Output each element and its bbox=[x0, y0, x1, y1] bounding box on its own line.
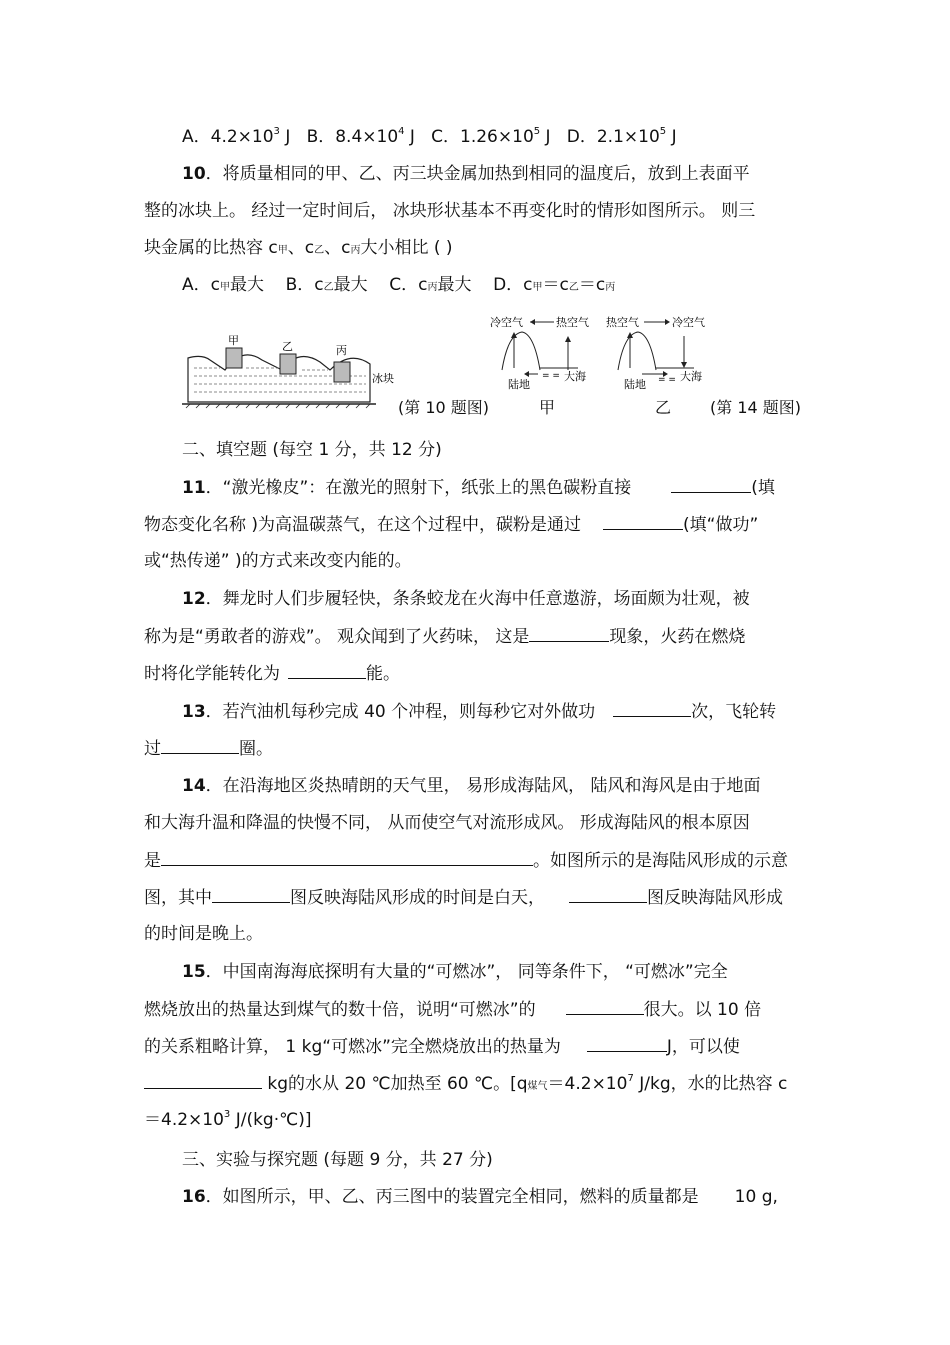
q9-option-a: A．$4.2\times 10^3$ J bbox=[182, 126, 291, 147]
q12-line1: 12．舞龙时人们步履轻快，条条蛟龙在火海中任意遨游，场面颇为壮观，被 bbox=[182, 589, 750, 609]
q15-blank-3[interactable] bbox=[144, 1072, 262, 1089]
arrowhead-icon bbox=[681, 362, 687, 368]
fig14-yi-hot-air: 热空气 bbox=[606, 316, 639, 329]
q10-option-b: B．c乙最大 bbox=[285, 275, 368, 295]
metal-block-jia bbox=[226, 348, 242, 368]
fig14-label-jia: 甲 bbox=[539, 398, 556, 417]
q14-blank-2[interactable] bbox=[212, 886, 290, 903]
q15-line1: 15．中国南海海底探明有大量的“可燃冰”， 同等条件下， “可燃冰”完全 bbox=[182, 962, 728, 982]
fig10-label-jia: 甲 bbox=[228, 334, 239, 347]
q15-line4: kg的水从 20 ℃加热至 60 ℃。[q煤气$=4.2\times 10^7$ J/kg，水的比热容 c bbox=[144, 1072, 787, 1098]
section2-heading: 二、填空题 (每空 1 分，共 12 分) bbox=[182, 440, 442, 460]
q10-line2: 整的冰块上。 经过一定时间后， 冰块形状基本不再变化时的情形如图所示。 则三 bbox=[144, 201, 756, 221]
fig14-jia-land: 陆地 bbox=[508, 378, 530, 391]
fig14-label-yi: 乙 bbox=[655, 398, 672, 417]
fig14-jia-hill bbox=[502, 332, 540, 370]
q16-line1: 16．如图所示，甲、乙、丙三图中的装置完全相同，燃料的质量都是 10 g, bbox=[182, 1187, 778, 1207]
fig10-caption: (第 10 题图) bbox=[398, 398, 490, 417]
q10-line1: 10．将质量相同的甲、乙、丙三块金属加热到相同的温度后，放到上表面平 bbox=[182, 164, 750, 184]
arrowhead-icon bbox=[665, 319, 670, 325]
fig10-ice-diagram bbox=[180, 328, 400, 412]
q9-option-d: D．$2.1\times 10^5$ J bbox=[566, 126, 677, 147]
q10-option-d: D．c甲＝c乙＝c丙 bbox=[493, 275, 616, 295]
q14-line1: 14．在沿海地区炎热晴朗的天气里， 易形成海陆风， 陆风和海风是由于地面 bbox=[182, 776, 761, 796]
q11-line1: 11．“激光橡皮”：在激光的照射下，纸张上的黑色碳粉直接 (填 bbox=[182, 478, 775, 498]
q13-blank-2[interactable] bbox=[161, 737, 239, 754]
q11-blank-2[interactable] bbox=[603, 513, 683, 530]
fig14-yi-cold-air: 冷空气 bbox=[672, 316, 705, 329]
q14-line3: 是 。如图所示的是海陆风形成的示意 bbox=[144, 851, 788, 871]
q14-line4: 图，其中 图反映海陆风形成的时间是白天， 图反映海陆风形成 bbox=[144, 888, 783, 908]
q15-blank-1[interactable] bbox=[566, 998, 644, 1015]
fig14-yi-diagram bbox=[604, 310, 714, 394]
metal-block-yi bbox=[280, 354, 296, 374]
fig14-yi-land: 陆地 bbox=[624, 378, 646, 391]
fig14-jia-diagram bbox=[488, 310, 598, 394]
q12-line2: 称为是“勇敢者的游戏”。 观众闻到了火药味， 这是 现象，火药在燃烧 bbox=[144, 627, 746, 647]
q10-option-a: A．c甲最大 bbox=[182, 275, 264, 295]
q12-blank-2[interactable] bbox=[288, 662, 366, 679]
q15-line3: 的关系粗略计算， 1 kg“可燃冰”完全燃烧放出的热量为 J，可以使 bbox=[144, 1037, 740, 1057]
fig14-yi-sea: 大海 bbox=[680, 370, 702, 383]
q10-options bbox=[182, 274, 615, 299]
q13-blank-1[interactable] bbox=[613, 700, 691, 717]
fig10-label-ice: 冰块 bbox=[372, 372, 394, 385]
q10-line3: 块金属的比热容 c甲、c乙、c丙大小相比 ( ) bbox=[144, 238, 453, 258]
fig14-jia-cold-air: 冷空气 bbox=[490, 316, 523, 329]
q13-line1: 13．若汽油机每秒完成 40 个冲程，则每秒它对外做功 次，飞轮转 bbox=[182, 702, 777, 722]
section3-heading: 三、实验与探究题 (每题 9 分，共 27 分) bbox=[182, 1150, 493, 1170]
q11-blank-1[interactable] bbox=[671, 476, 751, 493]
q9-options bbox=[182, 126, 677, 148]
fig10-label-yi: 乙 bbox=[282, 340, 293, 353]
arrowhead-icon bbox=[565, 336, 571, 342]
q10-option-c: C．c丙最大 bbox=[389, 275, 472, 295]
q9-option-c: C．$1.26\times 10^5$ J bbox=[431, 126, 551, 147]
fig14-jia-hot-air: 热空气 bbox=[556, 316, 589, 329]
wave-icon: = = bbox=[658, 375, 676, 385]
q15-blank-2[interactable] bbox=[587, 1035, 667, 1052]
q13-line2: 过 圈。 bbox=[144, 739, 273, 759]
fig14-caption: (第 14 题图) bbox=[710, 398, 802, 417]
q14-line2: 和大海升温和降温的快慢不同， 从而使空气对流形成风。 形成海陆风的根本原因 bbox=[144, 813, 750, 833]
fig14-yi-hill bbox=[618, 332, 656, 370]
q14-line5: 的时间是晚上。 bbox=[144, 924, 263, 944]
q15-line5: $=4.2\times 10^3$ J/(kg·℃)] bbox=[144, 1109, 312, 1130]
q12-blank-1[interactable] bbox=[529, 625, 609, 642]
fig14-jia-sea: 大海 bbox=[564, 370, 586, 383]
q9-option-b: B．$8.4\times 10^4$ J bbox=[306, 126, 415, 147]
metal-block-bing bbox=[334, 362, 350, 382]
fig10-label-bing: 丙 bbox=[336, 344, 347, 357]
arrowhead-icon bbox=[530, 319, 535, 325]
q14-blank-1[interactable] bbox=[161, 849, 533, 866]
wave-icon: = = bbox=[542, 371, 560, 381]
q11-line2: 物态变化名称 )为高温碳蒸气，在这个过程中，碳粉是通过 (填“做功” bbox=[144, 515, 759, 535]
q12-line3: 时将化学能转化为 能。 bbox=[144, 664, 400, 684]
arrowhead-icon bbox=[524, 371, 529, 377]
q14-blank-3[interactable] bbox=[569, 886, 647, 903]
q15-line2: 燃烧放出的热量达到煤气的数十倍，说明“可燃冰”的 很大。以 10 倍 bbox=[144, 1000, 762, 1020]
q11-line3: 或“热传递” )的方式来改变内能的。 bbox=[144, 551, 412, 571]
